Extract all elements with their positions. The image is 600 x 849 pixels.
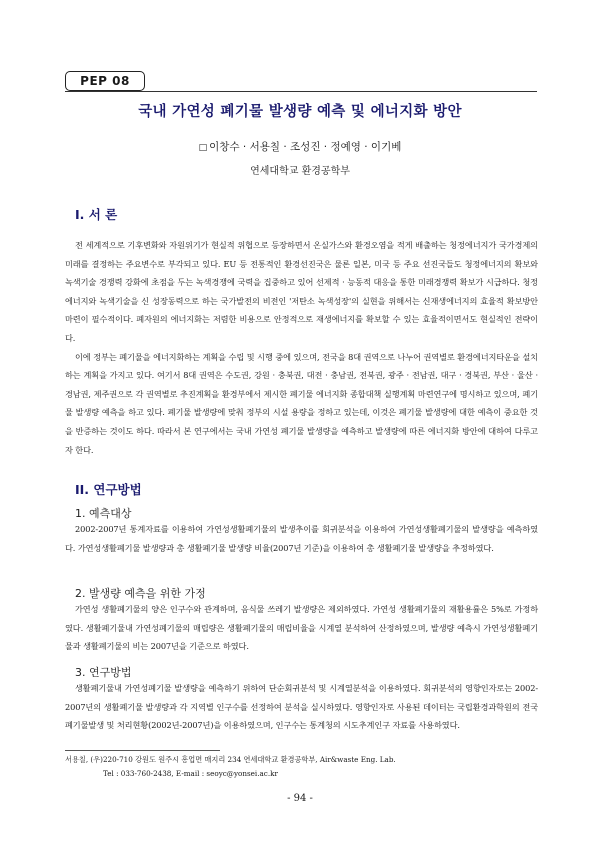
intro-paragraph-1: 전 세계적으로 기후변화와 자원위기가 현실적 위협으로 등장하면서 온실가스와 환경오염을 적게 배출하는 청정에너지가 국가경제의 미래를 결정하는 주요변수로 부각되고 있다. EU 등 전통적인 환경선진국은 물론 일본, 미국 등 주요 선진국들도 청정에너지의 확보와 녹색기술 경쟁력 강화에 초점을 두는 녹색경쟁에 국력을 집중하고 있어 선제적 · 능동적 대응을 통한 미래경쟁력 확보가 시급하다. 청정에너지와 녹색기술을 신 성장동력으로 하는 국가발전의 비전인 '저탄소 녹색성장'의 실현을 위해서는 신재생에너지의 효율적 확보방안 마련이 필수적이다. 폐자원의 에너지화는 저렴한 비용으로 안정적으로 재생에너지를 확보할 수 있는 효율적이면서도 현실적인 전략이다. [65, 240, 538, 343]
subsection-heading-2: 2. 발생량 예측을 위한 가정 [75, 587, 206, 600]
session-tag: PEP 08 [65, 71, 145, 91]
footnote-contact: Tel : 033-760-2438, E-mail : seoyc@yonsei.ac.kr [103, 769, 278, 778]
footnote [65, 753, 540, 781]
footnote-rule [65, 750, 220, 751]
subsection-heading-3: 3. 연구방법 [75, 666, 132, 679]
subsection-paragraph-2: 가연성 생활폐기물의 양은 인구수와 관계하며, 음식물 쓰레기 발생량은 제외하였다. 가연성 생활폐기물의 재활용률은 5%로 가정하였다. 생활폐기물내 가연성폐기물의 매립량은 생활폐기물의 매립비율을 시계열 분석하여 산정하였으며, 발생량 예측시 가연성생활폐기물과 생활폐기물의 비는 2007년을 기준으로 하였다. [65, 604, 538, 652]
author-line [60, 139, 540, 154]
intro-paragraph-2: 이에 정부는 폐기물을 에너지화하는 계획을 수립 및 시행 중에 있으며, 전국을 8대 권역으로 나누어 권역별로 환경에너지타운을 설치하는 계획을 가지고 있다. 여기서 8대 권역은 수도권, 강원 · 충북권, 대전 · 충남권, 전북권, 광주 · 전남권, 대구 · 경북권, 부산 · 울산 · 경남권, 제주권으로 각 권역별로 추진계획을 환경부에서 제시한 폐기물 에너지화 종합대책 실행계획 마련연구에 명시하고 있으며, 폐기물 발생량 예측을 하고 있다. 폐기물 발생량에 맞춰 정부의 시설 용량을 정하고 있는데, 이것은 폐기물 발생량에 대한 예측이 중요한 것을 반증하는 것이도 하다. 따라서 본 연구에서는 국내 가연성 폐기물 발생량을 예측하고 발생량에 따른 에너지화 방안에 대하여 다루고자 한다. [65, 351, 538, 455]
author-marker: □ [198, 143, 208, 153]
affiliation: 연세대학교 환경공학부 [250, 166, 350, 177]
intro-body [65, 236, 538, 459]
subsection-body-2 [65, 600, 538, 656]
subsection-body-1 [65, 520, 538, 557]
subsection-paragraph-1: 2002-2007년 통계자료를 이용하여 가연성생활폐기물의 발생추이를 회귀분석을 이용하여 가연성생활폐기물의 발생량을 예측하였다. 가연성생활폐기물 발생량과 총 생활폐기물 발생량 비율(2007년 기준)을 이용하여 총 생활폐기물 발생량을 추정하였다. [65, 524, 538, 553]
subsection-heading-1: 1. 예측대상 [75, 507, 132, 520]
page-number: - 94 - [287, 793, 313, 804]
section-heading-methods: II. 연구방법 [75, 482, 142, 497]
paper-title: 국내 가연성 폐기물 발생량 예측 및 에너지화 방안 [138, 104, 462, 120]
author-names: 이창수 · 서용칠 · 조성진 · 정예영 · 이기베 [209, 141, 402, 153]
section-heading-intro: I. 서 론 [75, 207, 118, 222]
header-rule [65, 91, 537, 92]
footnote-address: 서용칠, (우)220-710 강원도 원주시 흥업면 매지리 234 연세대학교 환경공학부, Air&waste Eng. Lab. [65, 755, 396, 764]
subsection-paragraph-3: 생활폐기물내 가연성폐기물 발생량을 예측하기 위하여 단순회귀분석 및 시계열분석을 이용하였다. 회귀분석의 영향인자로는 2002-2007년의 생활폐기물 발생량과 각 지역별 인구수를 선정하여 분석을 실시하였다. 영향인자로 사용된 데이터는 국립환경과학원의 전국폐기물발생 및 처리현황(2002년-2007년)을 이용하였으며, 인구수는 통계청의 시도추계인구 자료를 사용하였다. [65, 683, 538, 731]
subsection-body-3 [65, 679, 538, 735]
